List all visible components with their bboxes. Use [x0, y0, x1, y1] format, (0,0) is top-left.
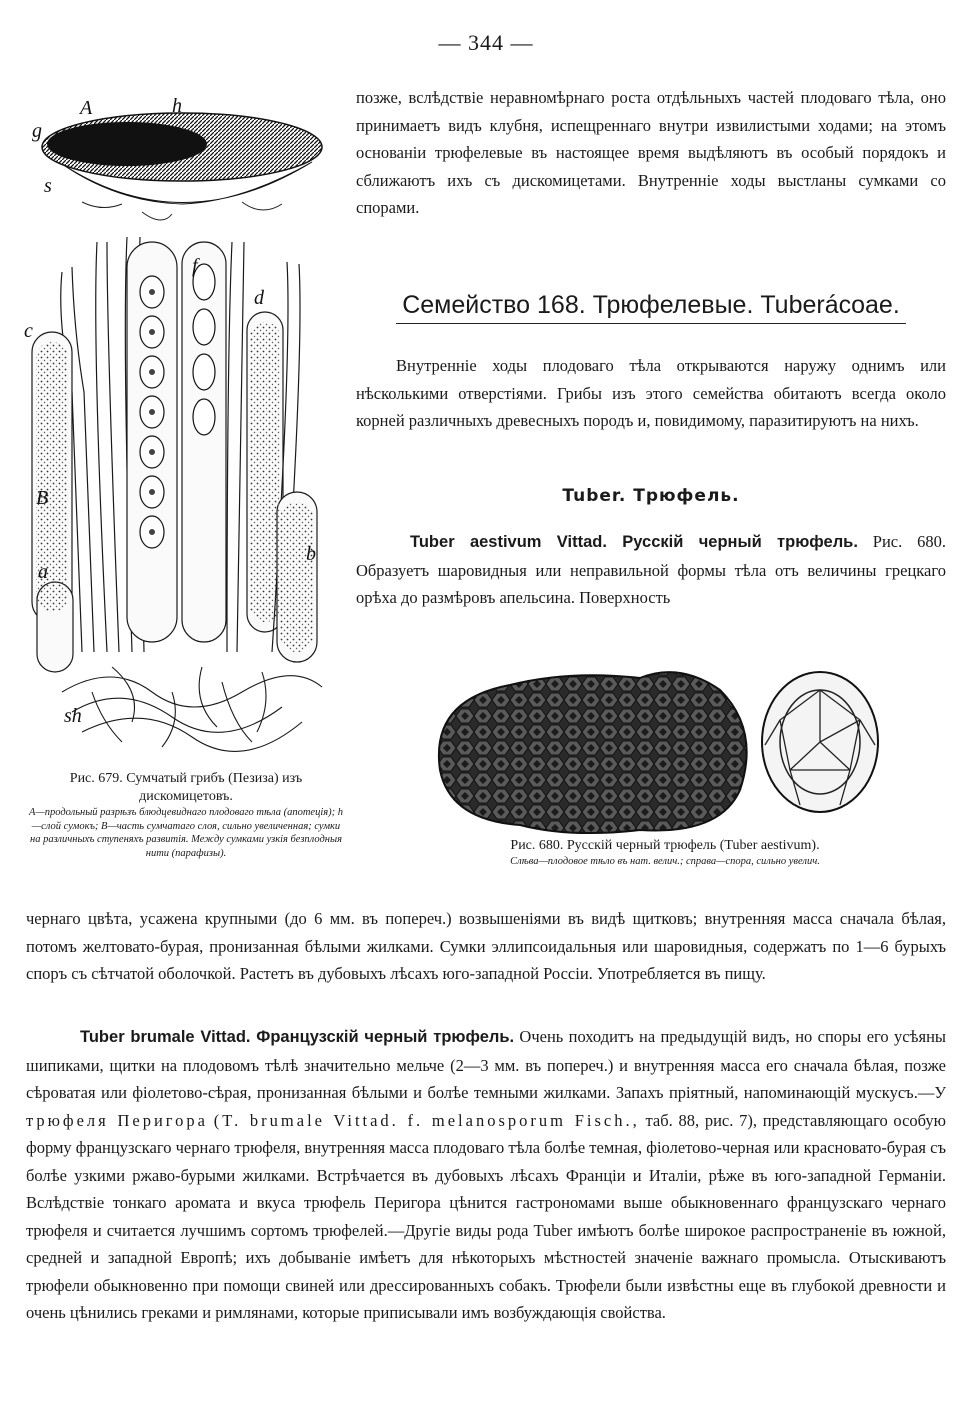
svg-text:b: b	[306, 543, 316, 565]
species2-name: Tuber brumale Vittad. Французскій черный трюфель.	[80, 1028, 515, 1046]
truffle-spore	[762, 672, 878, 812]
svg-text:a: a	[38, 561, 48, 583]
genus-heading: Tuber. Трюфель.	[562, 486, 740, 506]
svg-text:s: s	[44, 175, 52, 197]
species2-text-b: таб. 88, рис. 7), представляющаго особую форму французскаго чернаго трюфеля, внутренняя масса плодоваго тѣла болѣе темная, фіолетово-черная или красновато-бурая съ болѣе узкими ржаво-бурыми жилками. Встрѣчается въ дубовыхъ лѣсахъ Франціи и Италіи, рѣже въ юго-западной Германіи. Вслѣдствіе тонкаго аромата и вкуса трюфель Перигора цѣнится гастрономами выше обыкновеннаго французскаго чернаго трюфеля и считается лучшимъ сортомъ трюфелей.—Другіе виды рода Tuber имѣютъ болѣе широкое распространеніе въ южной, средней и западной Европѣ; ихъ добываніе имѣетъ для нѣкоторыхъ мѣстностей значеніе важнаго промысла. Отыскиваютъ трюфели обыкновенно при помощи свиней или дрессированныхъ собакъ. Трюфели были извѣстны еще въ глубокой древности и очень цѣнились греками и римлянами, которые приписывали имъ возбуждающія свойства.	[26, 1110, 947, 1322]
svg-text:B: B	[36, 487, 49, 509]
intro-paragraph: позже, вслѣдствіе неравномѣрнаго роста отдѣльныхъ частей плодоваго тѣла, оно принимаетъ видъ клубня, испещреннаго внутри извилистыми ходами; на этомъ основаніи трюфелевые въ настоящее время выдѣляютъ въ особый порядокъ и сближаютъ ихъ съ дискомицетами. Внутренніе ходы выстланы сумками со спорами.	[356, 88, 946, 217]
family-description: Внутренніе ходы плодоваго тѣла открываются наружу однимъ или нѣсколькими отверстіями. Грибы изъ этого семейства обитаютъ всегда около корней различныхъ древесныхъ породъ и, повидимому, паразитируютъ на нихъ.	[356, 356, 946, 430]
figure-680-illustration	[420, 660, 900, 840]
svg-text:c: c	[24, 320, 33, 342]
figure-680-caption-title: Рис. 680. Русскій черный трюфель (Tuber aestivum).	[510, 838, 820, 853]
species2-paragraph	[26, 1023, 946, 1327]
figure-679-caption	[26, 770, 346, 860]
svg-text:A: A	[80, 97, 93, 119]
family-heading: Семейство 168. Трюфелевые. Tuberácoae.	[402, 291, 900, 319]
svg-text:d: d	[254, 287, 264, 309]
species1-text-right: Рис. 680. Образуетъ шаровидныя или неправильной формы тѣла отъ величины грецкаго орѣха до размѣровъ апельсина. Поверхность	[356, 532, 946, 607]
species2-text-a: Очень походитъ на предыдущій видъ, но споры его усѣяны шипиками, щитки на плодовомъ тѣлѣ значительно мельче (2—3 мм. въ попереч.) и внутренняя масса его сначала бѣлая, позже сѣроватая или фіолетово-сѣрая, пронизанная бѣлыми и болѣе темными жилками. Запахъ пріятный, напоминающій мускусъ.—У	[26, 1027, 946, 1102]
svg-text:f: f	[192, 255, 198, 277]
figure-679-caption-title: Рис. 679. Сумчатый грибъ (Пезиза) изъ дискомицетовъ.	[69, 771, 303, 804]
family-heading-rule	[396, 323, 906, 324]
figure-679-illustration	[22, 92, 352, 764]
hyphae-base	[62, 667, 322, 751]
species1-paragraph	[356, 528, 946, 612]
figure-679-caption-text: A—продольный разрѣзъ блюдцевиднаго плодоваго тѣла (апотеція); h—слой сумокъ; B—часть сумчатаго слоя, сильно увеличенная; сумки на различныхъ ступеняхъ развитія. Между сумками узкія безплодныя нити (парафизы).	[28, 807, 344, 859]
truffle-fruit-body	[439, 672, 747, 833]
figure-680-caption	[440, 837, 890, 869]
page-number: — 344 —	[438, 30, 534, 55]
svg-text:h: h	[172, 95, 182, 117]
species1-name: Tuber aestivum Vittad. Русскій черный трюфель.	[410, 533, 858, 551]
figure-680-caption-text: Слѣва—плодовое тѣло въ нат. велич.; справа—спора, сильно увелич.	[510, 856, 820, 867]
species2-spaced-name: трюфеля Перигора	[26, 1110, 208, 1130]
svg-text:g: g	[32, 120, 42, 142]
svg-text:sh: sh	[64, 705, 82, 727]
apothecium-section	[42, 113, 322, 220]
species1-continued: чернаго цвѣта, усажена крупными (до 6 мм. въ попереч.) возвышеніями въ видѣ щитковъ; внутренняя масса сначала бѣлая, потомъ желтовато-бурая, пронизанная бѣлыми жилками. Сумки эллипсоидальныя или шаровидныя, содержатъ по 1—6 бурыхъ споръ съ сѣтчатой оболочкой. Растетъ въ дубовыхъ лѣсахъ юго-западной Россіи. Употребляется въ пищу.	[26, 909, 946, 983]
species2-spaced-latin: (T. brumale Vittad. f. melanosporum Fisch.,	[213, 1110, 640, 1130]
